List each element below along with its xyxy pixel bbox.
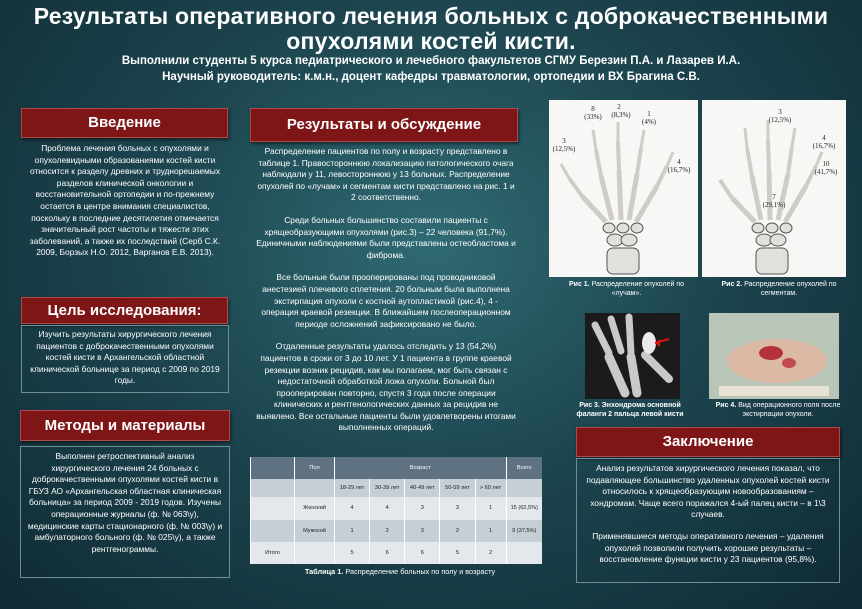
figure-4-caption xyxy=(712,401,844,419)
supervisor-line: Научный руководитель: к.м.н., доцент кафедры травматологии, ортопедии и ВХ Брагина С.В. xyxy=(162,71,700,83)
table-caption xyxy=(260,567,540,576)
fig1-label-p: (16,7%) xyxy=(667,166,691,174)
fig1-label-n: 1 xyxy=(647,110,651,118)
table-cell xyxy=(295,479,335,497)
results-paragraph-4: Отдаленные результаты удалось отследить у 13 (54,2%) пациентов в сроки от 3 до 10 лет. У 1 пациента в группе краевой резекции возник рецидив, как мы полагаем, мог быть связан с недостаточной обработкой ложа опухоли. Больной был прооперирован повторно, спустя 3 года после операции клинических и рентгенологических данных за рецидив не выявлено. Все остальные пациенты были удовлетворены итогами выполненных операций. xyxy=(256,341,516,433)
table-cell xyxy=(251,497,295,519)
table-row-label: Женский xyxy=(295,497,335,519)
fig2-label-n: 10 xyxy=(822,160,830,168)
fig2-label-n: 3 xyxy=(778,108,782,116)
fig1-label-p: (4%) xyxy=(642,118,656,126)
results-paragraph-2: Среди больных большинство составили пациенты с хрящеобразующими опухолями (рис.3) – 22 человека (91,7%). Единичными наблюдениями были представлены остеобластома и фиброма. xyxy=(256,214,516,260)
distribution-table xyxy=(250,457,542,564)
results-text xyxy=(250,143,522,450)
table-value: 3 xyxy=(440,497,475,519)
table-cell xyxy=(251,479,295,497)
results-heading: Результаты и обсуждение xyxy=(250,108,518,142)
fig2-label-p: (12,5%) xyxy=(768,116,792,124)
intro-text: Проблема лечения больных с опухолями и опухолевидными образованиями костей кисти относится к разделу древних и труднорешаемых разделов клинической онкологии и восстановительной ортопедии и по-прежнему остается в центре внимания специалистов, поскольку в последние десятилетия отмечается значительный рост частоты и тяжести этих заболеваний, а также их последствий (Серб С.К. 2009, Борзых Н.О. 2012, Варганов Е.В. 2013). xyxy=(29,143,221,258)
figure-4-surgery-photo xyxy=(709,313,839,399)
hand-skeleton-icon xyxy=(549,100,698,277)
methods-heading: Методы и материалы xyxy=(20,410,230,441)
fig2-label-p: (41,7%) xyxy=(814,168,838,176)
fig1-label-p: (8,3%) xyxy=(611,111,631,119)
table-caption-bold: Таблица 1. xyxy=(304,567,344,576)
table-age-group: > 60 лет xyxy=(475,479,506,497)
fig1-label-n: 3 xyxy=(562,137,566,145)
table-value: 4 xyxy=(370,497,405,519)
table-value: 5 xyxy=(440,542,475,564)
table-total xyxy=(506,542,542,564)
figure-2-caption-text: Распределение опухолей по сегментам. xyxy=(742,281,837,297)
table-value: 4 xyxy=(335,497,370,519)
conclusion-paragraph-1: Анализ результатов хирургического лечения показал, что подавляющее большинство удаленных опухолей костей кисти относилось к хрящеобразующим новообразованиям – хондромам. Чаще всего поражался 4-ый палец кисти – в 1\3 случаев. xyxy=(586,463,830,520)
table-row xyxy=(251,542,543,564)
table-cell xyxy=(506,479,542,497)
aim-heading: Цель исследования: xyxy=(21,297,228,324)
intro-heading: Введение xyxy=(21,108,228,138)
poster-title xyxy=(10,4,852,54)
figure-3-caption xyxy=(570,401,690,419)
table-row-label: Итого xyxy=(251,542,295,564)
conclusion-heading: Заключение xyxy=(576,427,840,457)
table-total: 15 (62,5%) xyxy=(506,497,542,519)
conclusion-paragraph-2: Применявшиеся методы оперативного лечения – удаления опухолей позволили получить хорошие результаты – восстановление функции кисти у 23 пациентов (95,8%). xyxy=(592,530,824,565)
figure-1-caption-text: Распределение опухолей по «лучам». xyxy=(589,281,685,297)
conclusion-text xyxy=(576,458,840,583)
figure-1-caption-bold: Рис 1. xyxy=(568,281,590,288)
table-row xyxy=(251,479,543,497)
table-age-group: 30-39 лет xyxy=(370,479,405,497)
figure-3-xray-photo xyxy=(585,313,680,399)
table-row xyxy=(251,497,543,519)
methods-text: Выполнен ретроспективный анализ хирургического лечения 24 больных с доброкачественными опухолями костей кисти в ГБУЗ АО «Архангельская областная клиническая больница» за период 2009 - 2019 годов. Изучены операционные журналы (ф. № 063\у), медицинские карты стационарного (ф. № 003\у) и амбулаторного больного (ф. № 025\у), а также рентгенограммы. xyxy=(20,446,230,578)
figure-2-caption xyxy=(712,280,846,298)
fig2-label-n: 7 xyxy=(772,193,776,201)
surgery-image-icon xyxy=(709,313,839,399)
table-header-total: Всего xyxy=(506,457,542,479)
table-cell xyxy=(251,520,295,542)
results-paragraph-1: Распределение пациентов по полу и возрасту представлено в таблице 1. Правостороннюю локализацию патологического очага наблюдали у 11, левостороннюю у 13 больных. Распределение опухолей по «лучам» и сегментам кисти представлено на рис. 1 и 2 соответственно. xyxy=(257,146,515,203)
figure-1-hand-rays xyxy=(549,100,698,277)
figure-2-caption-bold: Рис 2. xyxy=(721,281,743,288)
xray-image-icon xyxy=(585,313,680,399)
table-cell xyxy=(295,542,335,564)
figure-3-caption-bold: Рис 3. Энхондрома основной фаланги 2 пальца левой кисти xyxy=(576,402,684,418)
fig1-label-p: (33%) xyxy=(584,113,602,121)
table-caption-text: Распределение больных по полу и возрасту xyxy=(343,567,496,576)
table-value: 1 xyxy=(475,497,506,519)
table-row-label: Мужской xyxy=(295,520,335,542)
table-value: 3 xyxy=(405,520,440,542)
table-value: 1 xyxy=(475,520,506,542)
distribution-table-grid xyxy=(250,457,542,564)
table-age-group: 18-29 лет xyxy=(335,479,370,497)
table-row xyxy=(251,520,543,542)
table-total: 9 (37,5%) xyxy=(506,520,542,542)
fig1-label-n: 4 xyxy=(677,158,681,166)
figure-2-hand-segments xyxy=(702,100,846,277)
figure-1-caption xyxy=(555,280,698,298)
fig2-label-p: (29,1%) xyxy=(762,201,786,209)
aim-text: Изучить результаты хирургического лечения пациентов с доброкачественными опухолями костей кисти в Архангельской областной клинической больнице за период с 2009 по 2019 годы. xyxy=(21,325,229,393)
table-value: 6 xyxy=(370,542,405,564)
table-value: 2 xyxy=(475,542,506,564)
table-header-age: Возраст xyxy=(335,457,507,479)
table-value: 5 xyxy=(335,542,370,564)
results-paragraph-3: Все больные были прооперированы под проводниковой анестезией плечевого сплетения. 20 больным была выполнена экстирпация опухоли с костной аутопластикой (рис.4), 4 - операция краевой резекции. В ближайшем послеоперационном периоде осложнений зафиксировано не было. xyxy=(261,272,511,329)
table-value: 6 xyxy=(405,542,440,564)
table-age-group: 50-59 лет xyxy=(440,479,475,497)
table-age-group: 40-49 лет xyxy=(405,479,440,497)
table-header-sex: Пол xyxy=(295,457,335,479)
table-value: 1 xyxy=(335,520,370,542)
hand-skeleton-icon xyxy=(702,100,846,277)
figure-4-caption-text: Вид операционного поля после экстирпации опухоли. xyxy=(736,402,841,418)
table-cell xyxy=(251,457,295,479)
authors-line: Выполнили студенты 5 курса педиатрического и лечебного факультетов СГМУ Березин П.А. и Лазарев И.А. xyxy=(121,55,741,67)
fig2-label-n: 4 xyxy=(822,134,826,142)
table-value: 2 xyxy=(370,520,405,542)
fig1-label-p: (12,5%) xyxy=(552,145,576,153)
fig1-label-n: 2 xyxy=(617,103,621,111)
poster-title-line2: опухолями костей кисти. xyxy=(286,28,576,54)
table-value: 3 xyxy=(405,497,440,519)
table-value: 2 xyxy=(440,520,475,542)
fig2-label-p: (16,7%) xyxy=(812,142,836,150)
figure-4-caption-bold: Рис 4. xyxy=(715,402,737,409)
poster-title-line1: Результаты оперативного лечения больных с доброкачественными xyxy=(33,3,829,29)
fig1-label-n: 8 xyxy=(591,105,595,113)
table-header-row xyxy=(251,457,543,479)
